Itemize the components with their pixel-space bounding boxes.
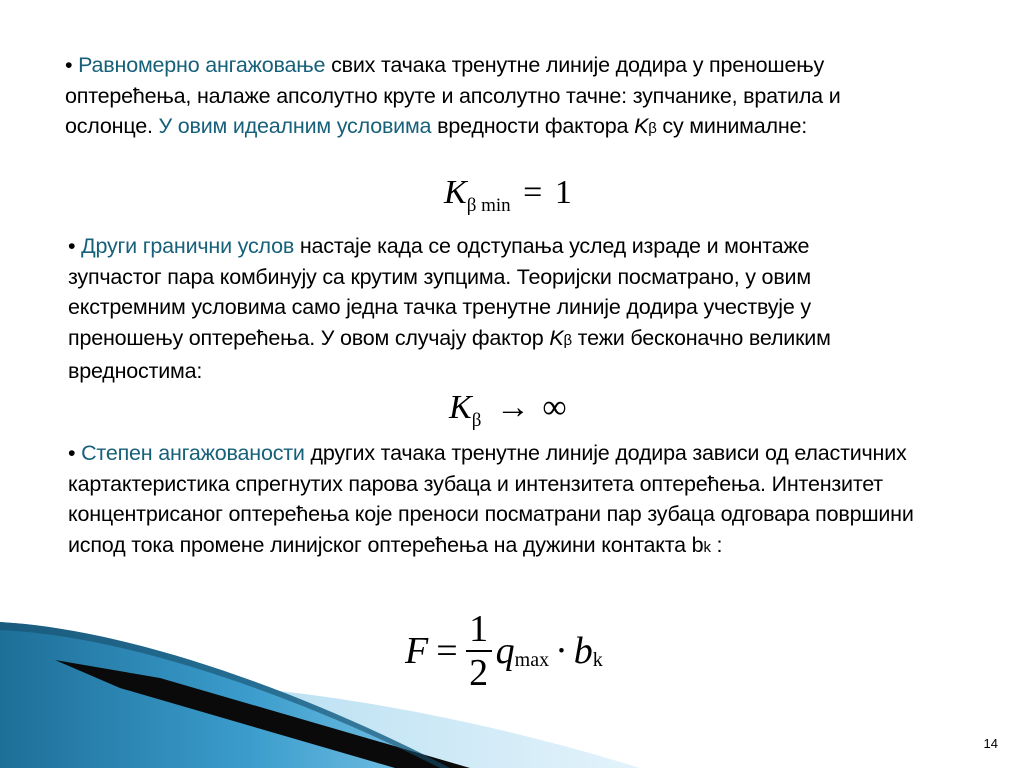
paragraph-uniform-engagement [65, 50, 925, 145]
formula-arrow: → [495, 389, 530, 426]
highlight-second-limit: Други гранични услов [81, 234, 295, 258]
formula-b-subscript: k [592, 648, 603, 671]
formula-subscript: β [471, 410, 482, 431]
bullet: • [65, 53, 73, 77]
factor-subscript: β [648, 120, 657, 137]
formula-symbol: K [444, 174, 467, 211]
formula-b: b [573, 630, 593, 672]
formula-q-subscript: max [514, 648, 550, 671]
highlight-ideal-conditions: У овим идеалним условима [158, 114, 432, 138]
highlight-engagement-degree: Степен ангажованости [81, 441, 305, 465]
paragraph-engagement-degree [68, 438, 968, 563]
formula-k-beta-min [444, 174, 572, 217]
paragraph-text: : [710, 532, 723, 557]
formula-force [405, 606, 603, 696]
fraction-denominator: 2 [469, 652, 489, 694]
paragraph-text: вредности фактора [431, 114, 635, 138]
formula-fraction [466, 610, 492, 692]
formula-symbol: K [449, 389, 472, 426]
fraction-numerator: 1 [469, 608, 489, 650]
bullet: • [68, 441, 76, 465]
factor-symbol: K [634, 114, 649, 138]
paragraph-text: настаје када се одступања услед израде и монтаже зупчастог пара комбинују са крутим зупцима. Теоријски посматрано, у овим екстремним условима само једна тачка тренутне линије додира учествује у преношењу оптерећења. У овом случају фактор [68, 234, 811, 350]
paragraph-second-limit-condition [68, 231, 908, 387]
page-number: 14 [983, 736, 998, 751]
paragraph-text: су минималне: [656, 114, 808, 138]
formula-value: 1 [554, 174, 572, 211]
formula-operator: = [523, 174, 543, 211]
formula-dot: · [555, 630, 568, 672]
formula-lhs: F [405, 630, 429, 672]
formula-value: ∞ [542, 389, 567, 426]
paragraph-text: других тачака тренутне линије додира зависи од еластичних картактеристика спрегнутих парова зубаца и интензитета оптерећења. Интензитет концентрисаног оптерећења које преноси посматрани пар зубаца одговара површини испод тока промене линијског оптерећења на дужини контакта b [68, 441, 914, 557]
formula-equals: = [436, 630, 458, 672]
formula-subscript: β min [466, 195, 511, 216]
formula-k-beta-infinity [449, 389, 567, 432]
factor-subscript: β [563, 331, 572, 349]
factor-symbol: K [549, 325, 564, 350]
highlight-uniform-engagement: Равномерно ангажовање [78, 53, 326, 77]
formula-q: q [495, 630, 515, 672]
paragraph-text: тежи бесконачно великим вредностима: [68, 325, 831, 383]
bullet: • [68, 234, 76, 258]
contact-length-subscript: k [703, 538, 711, 556]
paragraph-text: свих тачака тренутне линије додира у преношењу оптерећења, налаже апсолутно круте и апсолутно тачне: зупчанике, вратила и ослонце. [65, 53, 841, 138]
